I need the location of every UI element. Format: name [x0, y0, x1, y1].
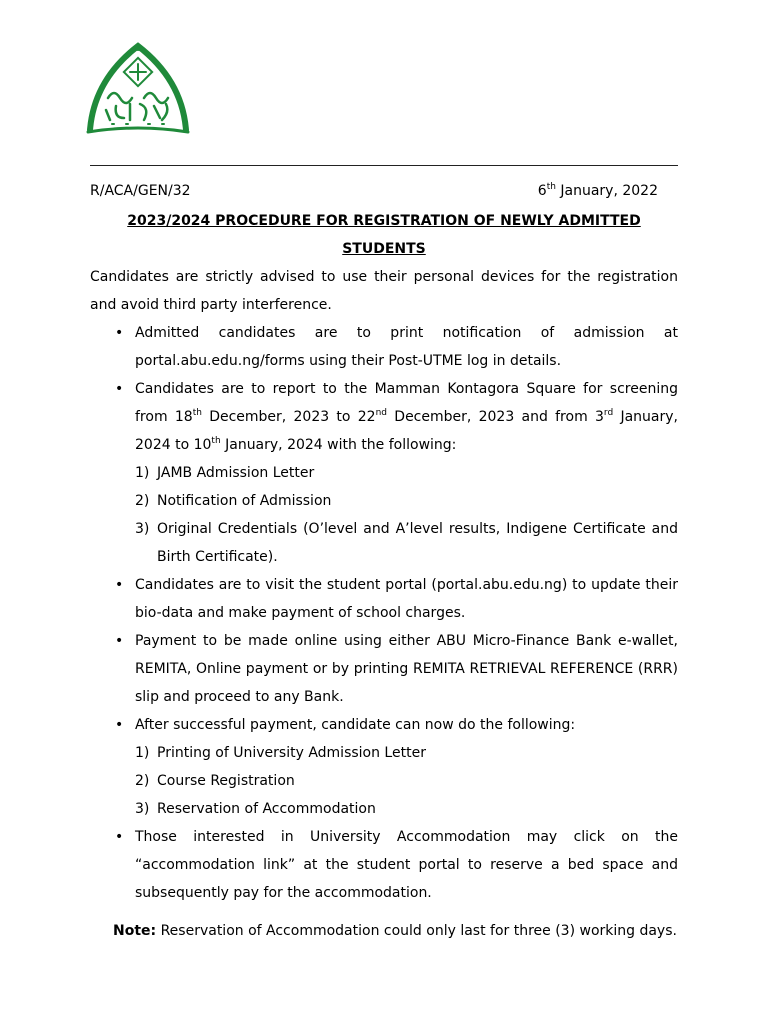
list-item: [90, 375, 678, 571]
list-item: 1) JAMB Admission Letter: [135, 465, 315, 481]
list-item: [90, 571, 678, 627]
note-paragraph: [90, 917, 678, 945]
bullet1-line1: Admitted candidates are to print notification of admission at: [135, 325, 678, 341]
list-item: [90, 319, 678, 375]
list-item: [90, 627, 678, 711]
document-title: [90, 207, 678, 263]
list-item: 2) Notification of Admission: [135, 493, 332, 509]
after-payment-steps: [135, 739, 678, 823]
screening-requirements: [135, 459, 678, 571]
bullet-icon: •: [115, 381, 124, 397]
list-item: 3) Reservation of Accommodation: [135, 801, 376, 817]
screening-schedule: Candidates are to report to the Mamman Kontagora Square for screening from 18th December, 2023 to 22nd December, 2023 and from 3rd January, 2024 to 10th January, 2024 with the following:: [135, 381, 678, 453]
bullet-icon: •: [115, 829, 124, 845]
list-item: 2) Course Registration: [135, 773, 295, 789]
title-line-1: 2023/2024 PROCEDURE FOR REGISTRATION OF NEWLY ADMITTED: [127, 213, 641, 229]
portal-update-text: Candidates are to visit the student portal (portal.abu.edu.ng) to update their bio-data and make payment of school charges.: [135, 577, 678, 621]
bullet-icon: •: [115, 577, 124, 593]
header-divider: [90, 165, 678, 166]
note-label: Note:: [113, 923, 157, 939]
procedure-list: [90, 319, 678, 907]
bullet-icon: •: [115, 633, 124, 649]
reference-number: R/ACA/GEN/32: [90, 183, 191, 199]
reference-row: [90, 177, 678, 205]
note-text: Reservation of Accommodation could only last for three (3) working days.: [156, 923, 677, 939]
accommodation-text: Those interested in University Accommodation may click on the “accommodation link” at the student portal to reserve a bed space and subsequently pay for the accommodation.: [135, 829, 678, 901]
list-item: [90, 711, 678, 823]
title-line-2: STUDENTS: [342, 241, 426, 257]
document-date: 6th January, 2022: [537, 182, 658, 199]
list-item: 3) Original Credentials (O’level and A’level results, Indigene Certificate and Birth Certificate).: [135, 521, 678, 565]
intro-paragraph: Candidates are strictly advised to use their personal devices for the registration and avoid third party interference.: [90, 269, 678, 313]
payment-text: Payment to be made online using either ABU Micro-Finance Bank e-wallet, REMITA, Online payment or by printing REMITA RETRIEVAL REFERENCE (RRR) slip and proceed to any Bank.: [135, 633, 678, 705]
list-item: 1) Printing of University Admission Letter: [135, 745, 426, 761]
document-body: [90, 177, 678, 945]
bullet-icon: •: [115, 325, 124, 341]
bullet1-line2: portal.abu.edu.ng/forms using their Post-UTME log in details.: [135, 353, 562, 369]
bullet-icon: •: [115, 717, 124, 733]
list-item: [90, 823, 678, 907]
after-payment-text: After successful payment, candidate can now do the following:: [135, 717, 576, 733]
university-crest-logo: [82, 40, 194, 138]
